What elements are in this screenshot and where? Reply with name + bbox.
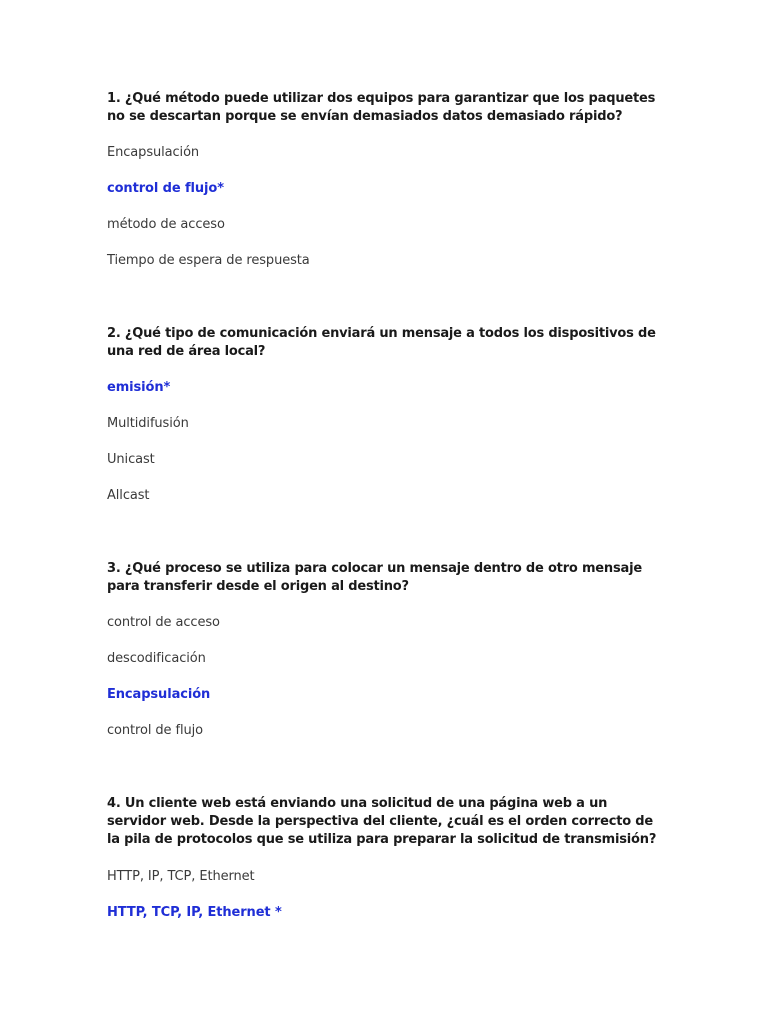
question-1-option-1: Encapsulación: [107, 145, 200, 160]
question-2-text: 2. ¿Qué tipo de comunicación enviará un mensaje a todos los dispositivos de una red de área local?: [107, 326, 656, 359]
question-1-text: 1. ¿Qué método puede utilizar dos equipos para garantizar que los paquetes no se descartan porque se envían demasiados datos demasiado rápido?: [107, 91, 656, 124]
question-3-option-4: control de flujo: [107, 723, 203, 738]
question-2-option-4: Allcast: [107, 488, 150, 503]
question-4-option-1: HTTP, IP, TCP, Ethernet: [107, 869, 255, 884]
question-3-text: 3. ¿Qué proceso se utiliza para colocar un mensaje dentro de otro mensaje para transferir desde el origen al destino?: [107, 561, 642, 594]
question-4-option-2-correct: HTTP, TCP, IP, Ethernet *: [107, 905, 282, 920]
question-2-option-1-correct: emisión*: [107, 380, 171, 395]
question-4-text: 4. Un cliente web está enviando una solicitud de una página web a un servidor web. Desde la perspectiva del cliente, ¿cuál es el orden correcto de la pila de protocolos que se utiliza para preparar la solicitud de transmisión?: [107, 796, 657, 847]
question-3-option-1: control de acceso: [107, 615, 220, 630]
question-2-option-3: Unicast: [107, 452, 155, 467]
question-1-option-3: método de acceso: [107, 217, 225, 232]
question-3-option-2: descodificación: [107, 651, 206, 666]
question-1-option-4: Tiempo de espera de respuesta: [107, 253, 310, 268]
question-3-option-3-correct: Encapsulación: [107, 687, 211, 702]
question-2-option-2: Multidifusión: [107, 416, 189, 431]
question-1-option-2-correct: control de flujo*: [107, 181, 224, 196]
